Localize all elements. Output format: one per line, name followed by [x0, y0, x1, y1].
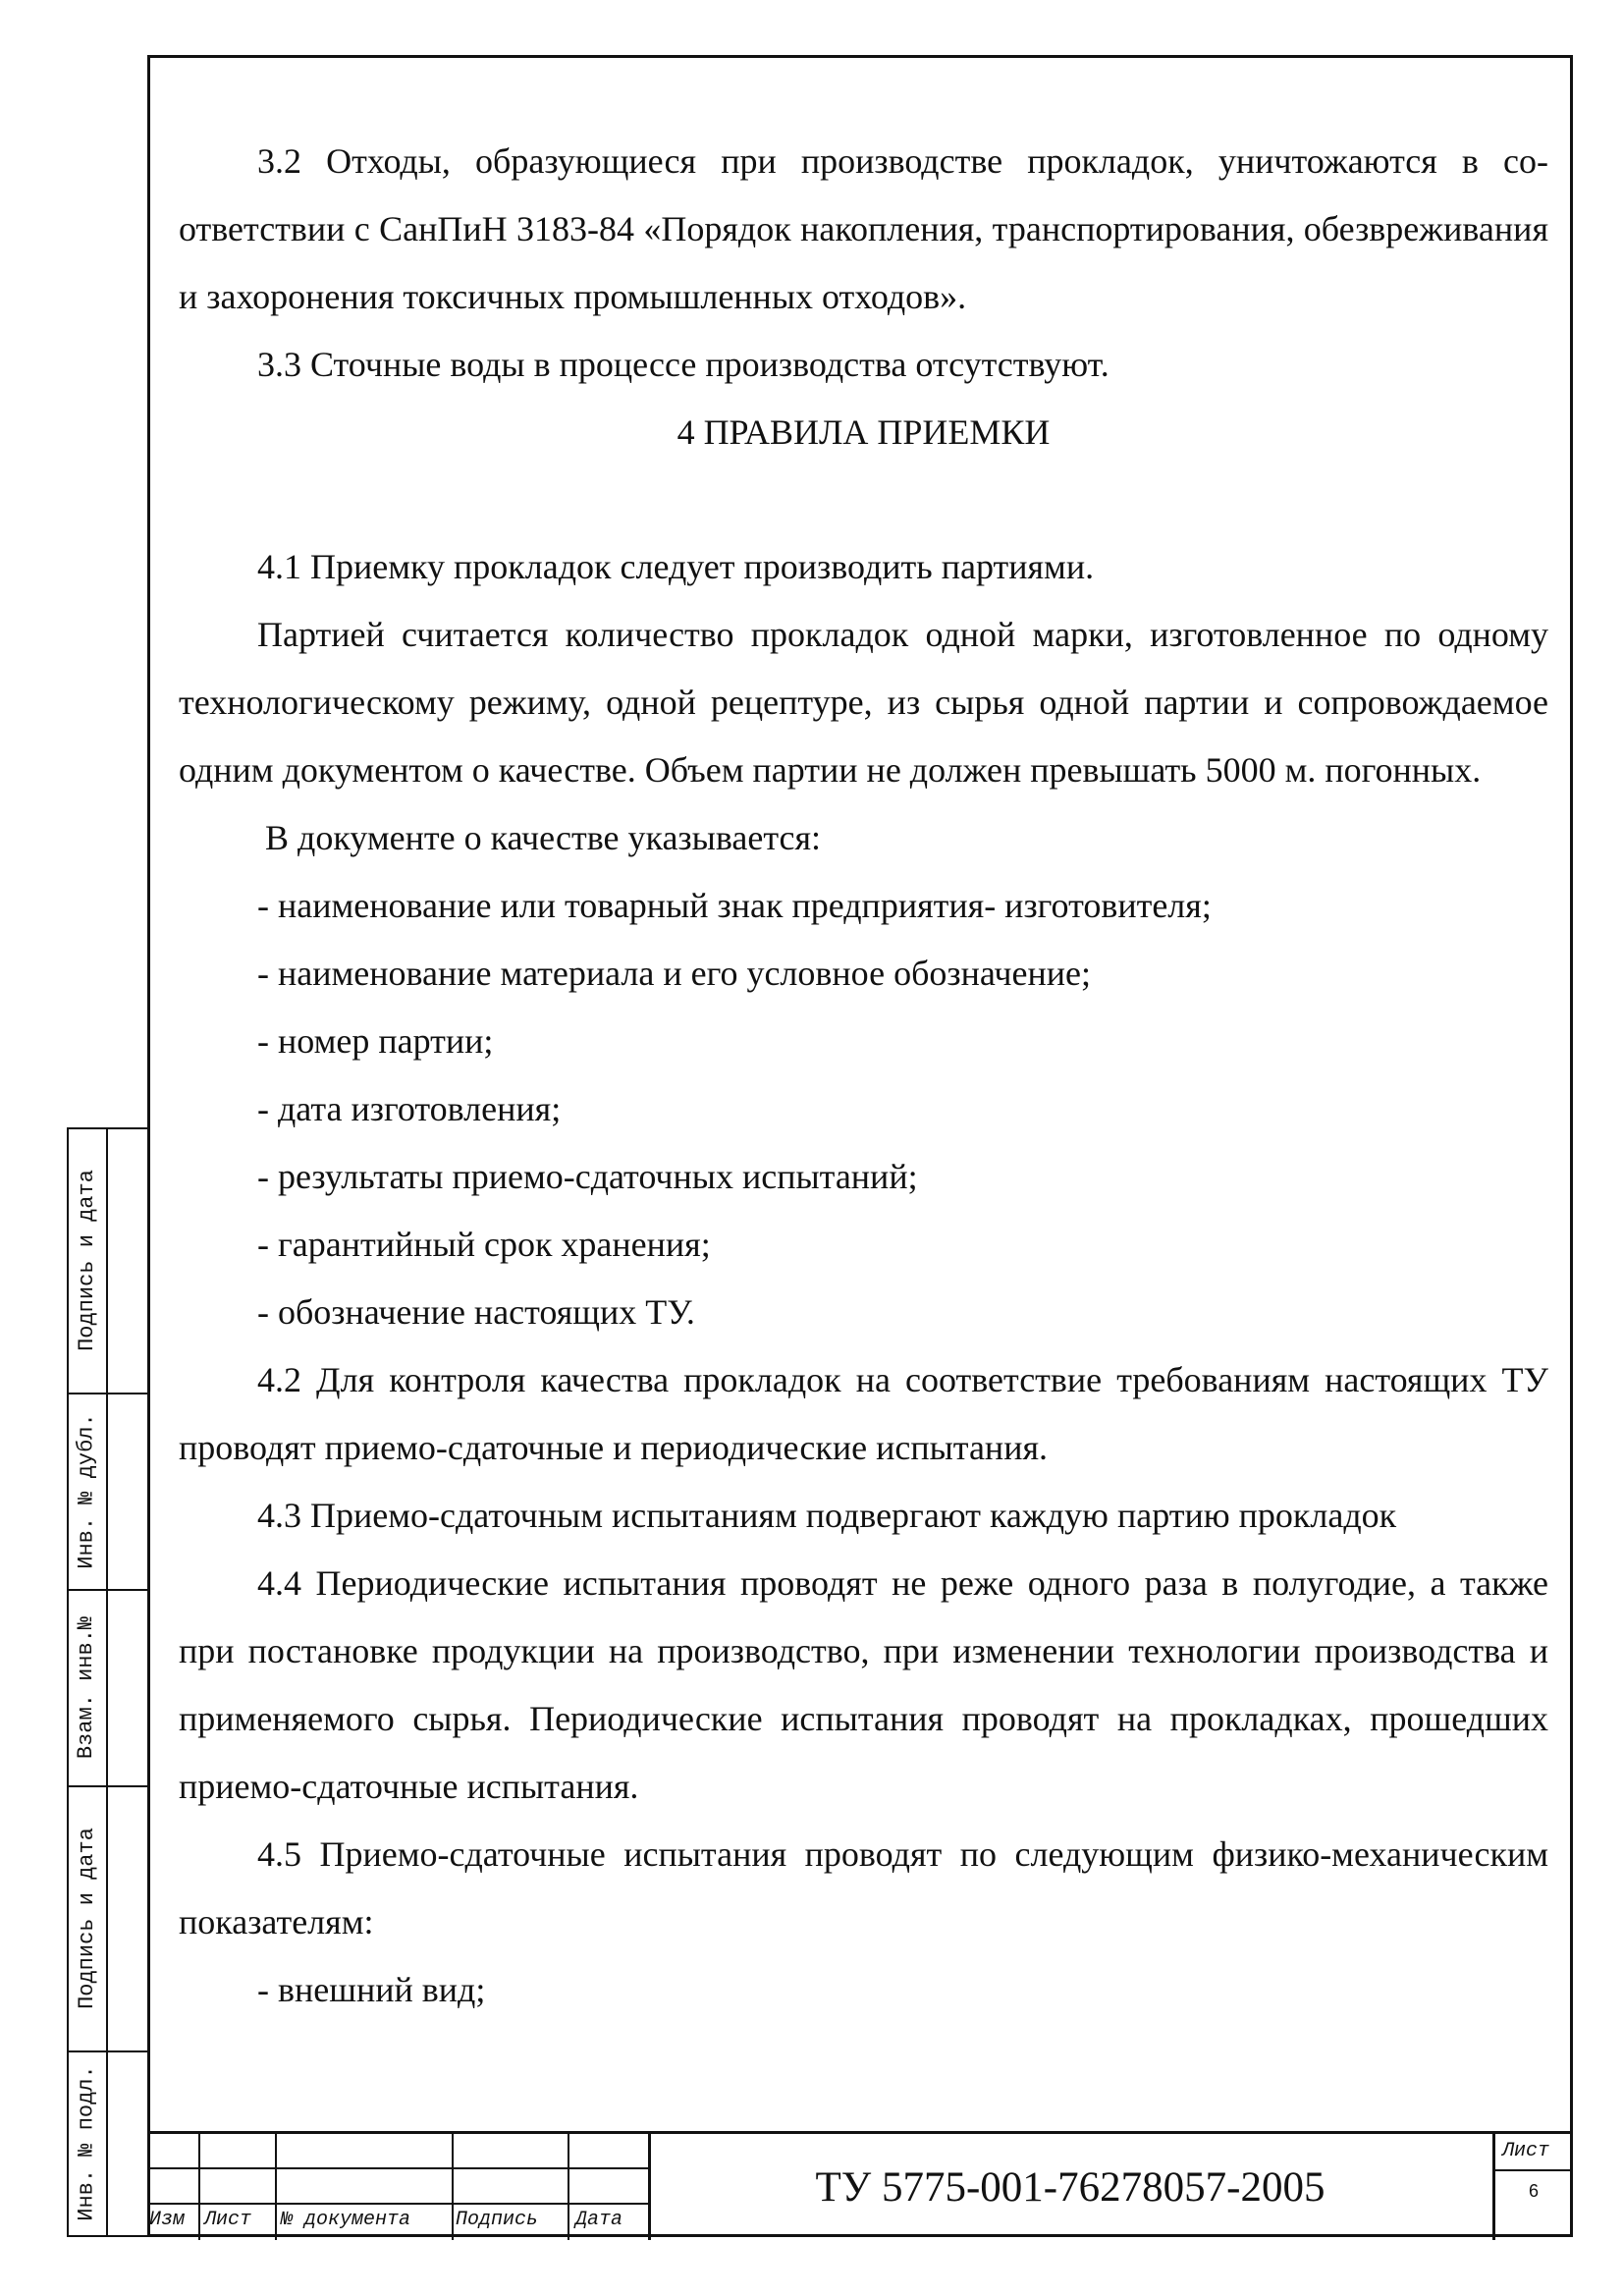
paragraph-4-4: 4.4 Периодические испытания проводят не реже одного раза в полугодие, а также при постановке продукции на производство, при изменении технологии производства и применяемого сырья. Периодические испытания проводят на прокладках, прошедших приемо-сдаточные испытания.	[179, 1563, 1548, 1806]
title-block-row	[1492, 2169, 1573, 2171]
sign-date-label: Подпись и дата	[74, 1827, 99, 2009]
date-label: Дата	[575, 2209, 623, 2231]
side-stamp	[67, 1127, 147, 2237]
sign-date-label: Подпись и дата	[74, 1169, 99, 1351]
title-block-row	[147, 2167, 648, 2169]
title-block	[147, 2131, 1573, 2237]
list-item: - гарантийный срок хранения;	[257, 1225, 711, 1264]
izm-label: Изм	[149, 2209, 186, 2231]
inv-podl-label: Инв. № подл.	[74, 2064, 99, 2221]
inv-dub-label: Инв. № дубл.	[74, 1412, 99, 1569]
title-block-col	[452, 2134, 454, 2240]
paragraph-3-3: 3.3 Сточные воды в процессе производства отсутствуют.	[257, 345, 1109, 384]
list-item: - номер партии;	[257, 1021, 494, 1061]
doc-number-label: № документа	[281, 2209, 411, 2231]
side-divider	[67, 2235, 147, 2237]
title-block-row	[147, 2203, 648, 2205]
paragraph-batch-definition: Партией считается количество прокладок одной марки, изготовленное по одному технологическому режиму, одной рецептуре, из сырья одной партии и сопровождаемое одним документом о качестве. Объем партии не должен превышать 5000 м. погонных.	[179, 615, 1548, 790]
list-item: - дата изготовления;	[257, 1089, 562, 1128]
vzam-inv-label: Взам. инв.№	[74, 1615, 99, 1759]
side-border-mid	[106, 1127, 108, 2237]
title-block-col	[198, 2134, 200, 2240]
paragraph-quality-document: В документе о качестве указывается:	[265, 818, 822, 857]
title-block-col	[275, 2134, 277, 2240]
paragraph-4-1: 4.1 Приемку прокладок следует производить партиями.	[257, 547, 1095, 586]
list-item: - наименование или товарный знак предприятия- изготовителя;	[257, 886, 1212, 925]
list-item: - результаты приемо-сдаточных испытаний;	[257, 1157, 918, 1196]
sheet-number: 6	[1528, 2181, 1539, 2201]
paragraph-4-2: 4.2 Для контроля качества прокладок на соответствие требованиям настоящих ТУ проводят приемо-сдаточные и периодические испытания.	[179, 1360, 1548, 1467]
sheet-label: Лист	[1502, 2140, 1550, 2162]
list-item: - наименование материала и его условное обозначение;	[257, 954, 1092, 993]
list-label: Лист	[204, 2209, 252, 2231]
paragraph-4-3: 4.3 Приемо-сдаточным испытаниям подвергают каждую партию прокладок	[257, 1496, 1397, 1535]
list-item: - внешний вид;	[257, 1970, 486, 2009]
section-heading: 4 ПРАВИЛА ПРИЕМКИ	[676, 412, 1051, 452]
document-code: ТУ 5775-001-76278057-2005	[815, 2163, 1325, 2211]
signature-label: Подпись	[456, 2209, 539, 2231]
title-block-col	[568, 2134, 569, 2240]
paragraph-3-2: 3.2 Отходы, образующиеся при производстве прокладок, уничтожаются в соответствии с СанПиН 3183-84 «Порядок накопления, транспортирования, обезвреживания и захоронения токсичных промышленных отходов».	[179, 141, 1548, 316]
list-item: - обозначение настоящих ТУ.	[257, 1292, 695, 1332]
spacer	[179, 466, 1548, 533]
paragraph-4-5: 4.5 Приемо-сдаточные испытания проводят по следующим физико-механическим показателям:	[179, 1834, 1548, 1941]
document-body	[179, 128, 1548, 2024]
